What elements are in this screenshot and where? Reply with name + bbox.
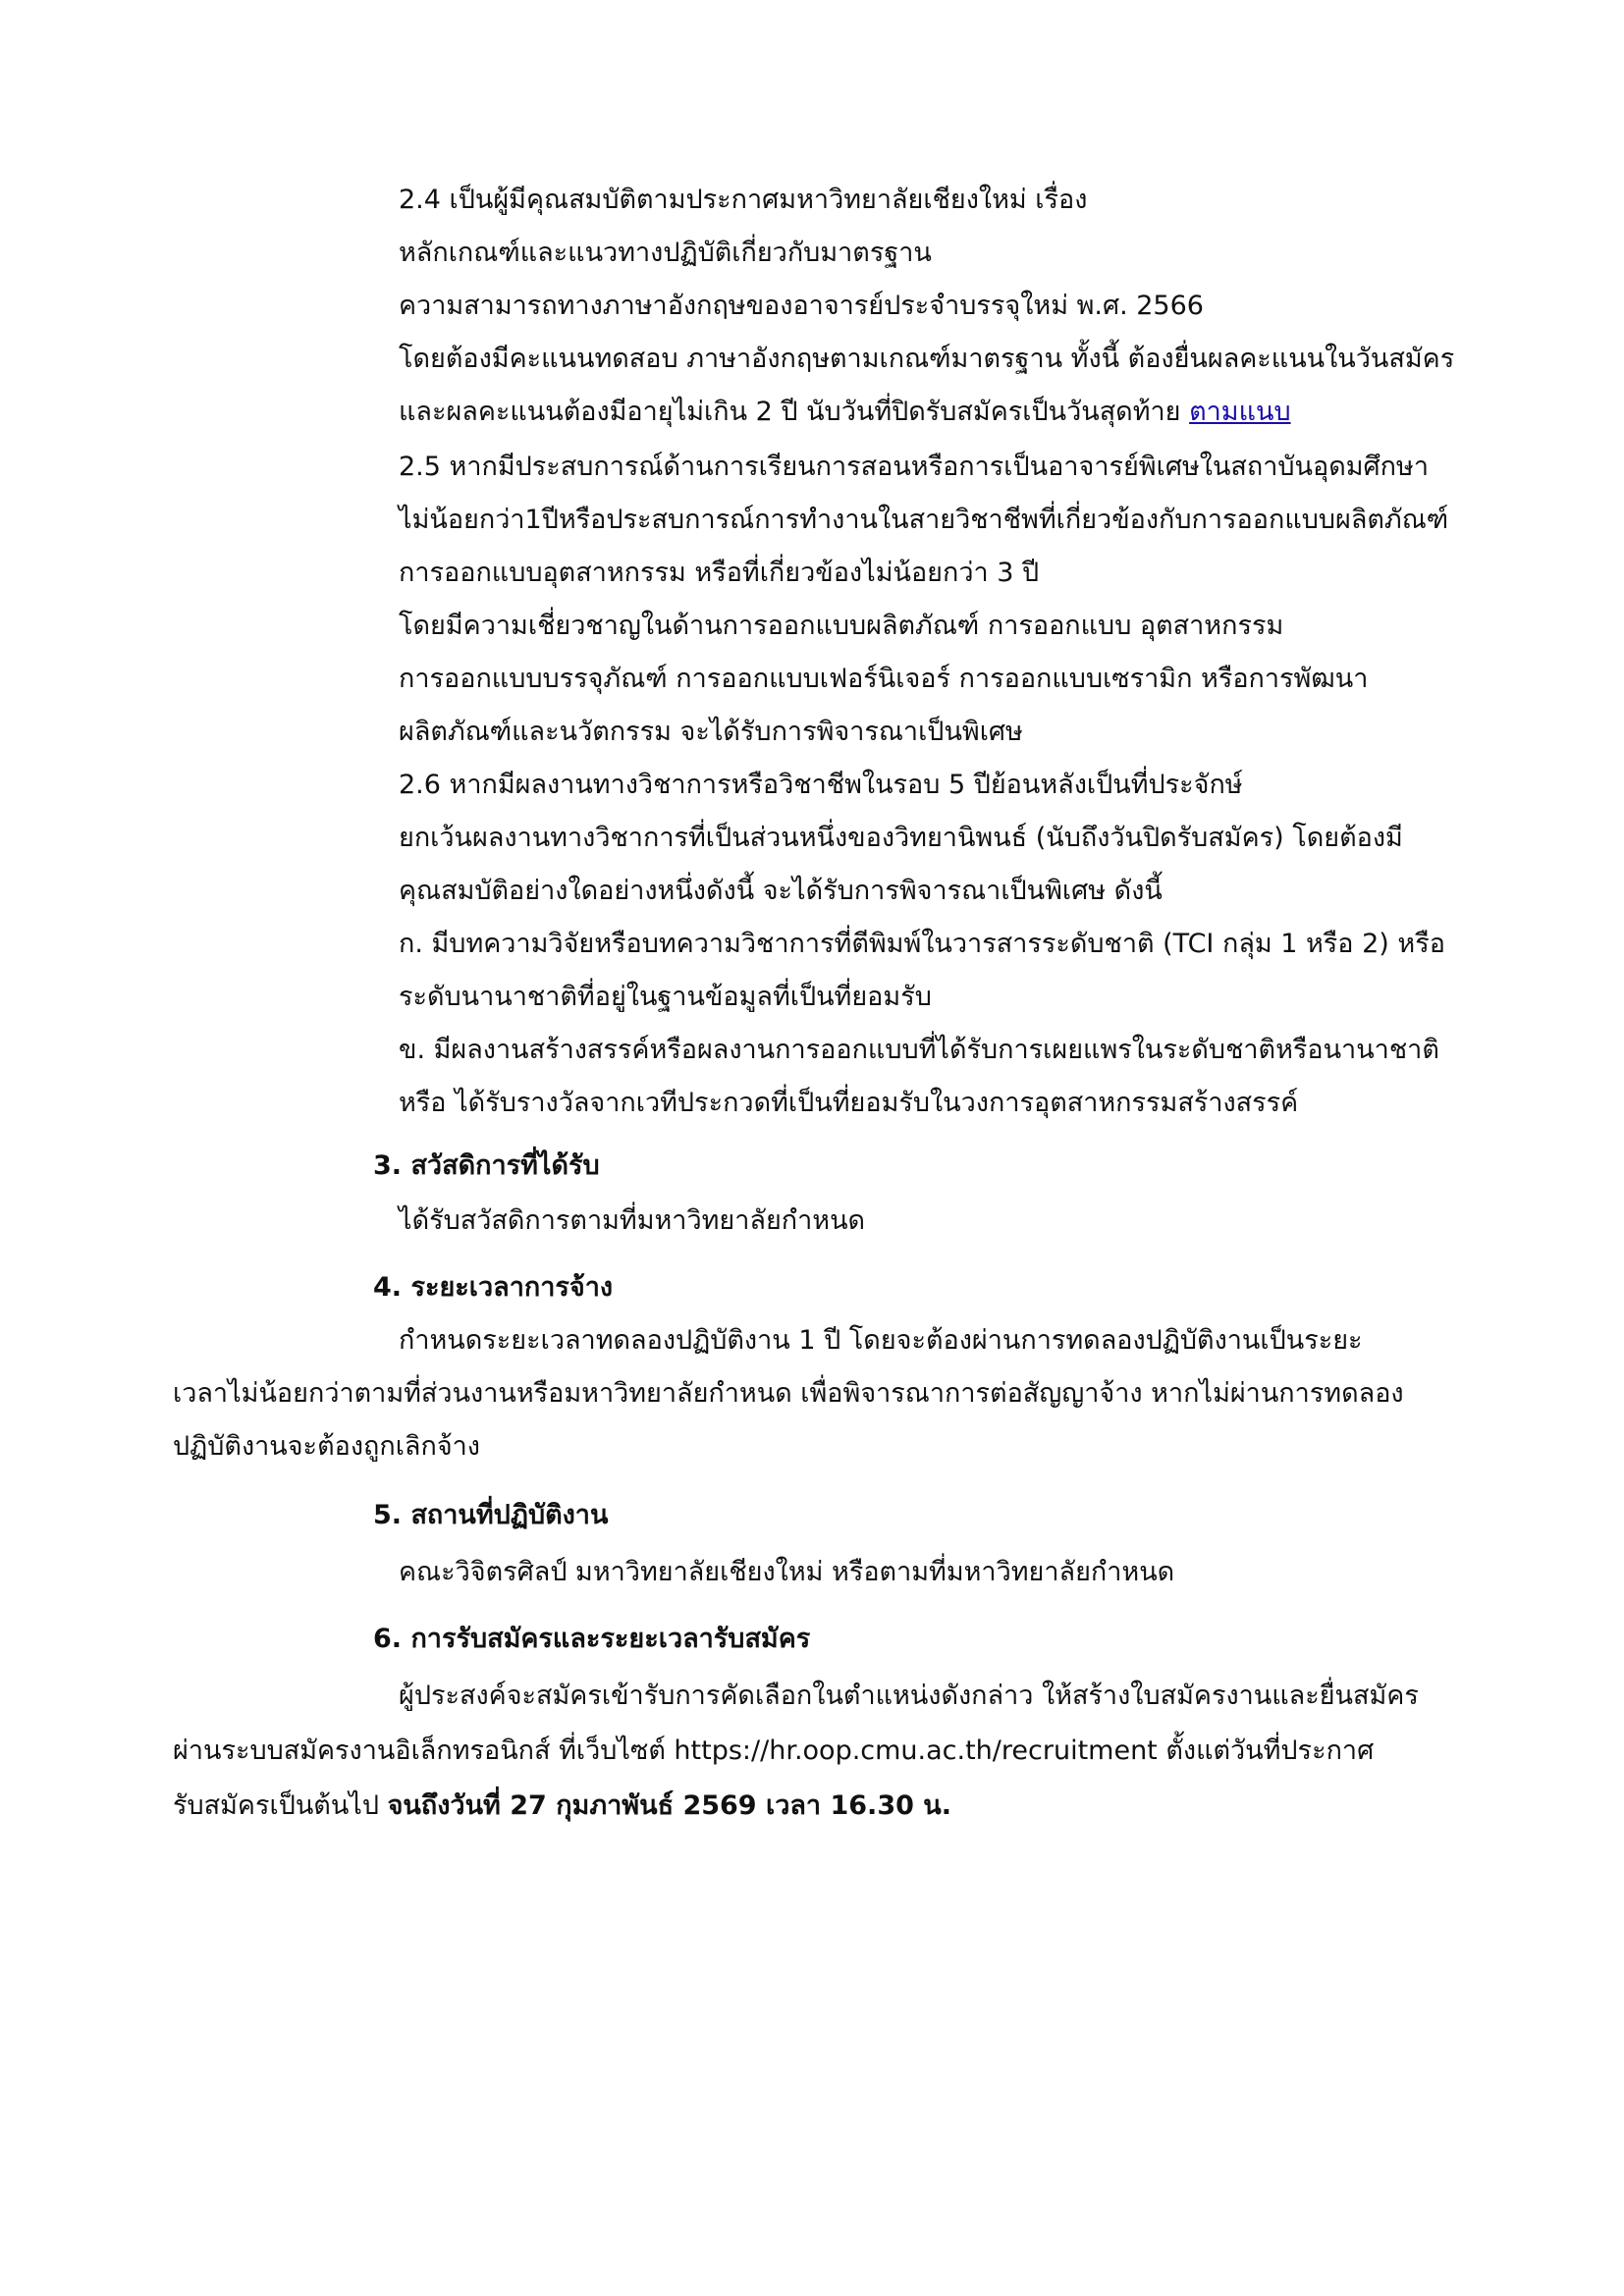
s4-line-1: กำหนดระยะเวลาทดลองปฏิบัติงาน 1 ปี โดยจะต้องผ่านการทดลองปฏิบัติงานเป็นระยะ	[399, 1325, 1363, 1356]
s2-4-line-4: โดยต้องมีคะแนนทดสอบ ภาษาอังกฤษตามเกณฑ์มาตรฐาน ทั้งนี้ ต้องยื่นผลคะแนนในวันสมัคร	[399, 344, 1455, 374]
s2-6-line-6: ข. มีผลงานสร้างสรรค์หรือผลงานการออกแบบที่ได้รับการเผยแพรในระดับชาติหรือนานาชาติ	[399, 1035, 1439, 1065]
s2-5-line-6: ผลิตภัณฑ์และนวัตกรรม จะได้รับการพิจารณาเป็นพิเศษ	[399, 717, 1023, 747]
s2-5-line-2: ไม่น้อยกว่า1ปีหรือประสบการณ์การทำงานในสายวิชาชีพที่เกี่ยวข้องกับการออกแบบผลิตภัณฑ์	[399, 505, 1449, 535]
s3-line-1: ได้รับสวัสดิการตามที่มหาวิทยาลัยกำหนด	[399, 1205, 866, 1236]
s2-4-line-2: หลักเกณฑ์และแนวทางปฏิบัติเกี่ยวกับมาตรฐาน	[399, 238, 932, 268]
s2-5-line-1: 2.5 หากมีประสบการณ์ด้านการเรียนการสอนหรือการเป็นอาจารย์พิเศษในสถาบันอุดมศึกษา	[399, 452, 1429, 482]
attachment-link[interactable]: ตามแนบ	[1189, 397, 1291, 427]
s5-line-1: คณะวิจิตรศิลป์ มหาวิทยาลัยเชียงใหม่ หรือตามที่มหาวิทยาลัยกำหนด	[399, 1557, 1175, 1587]
s2-4-line-3: ความสามารถทางภาษาอังกฤษของอาจารย์ประจำบรรจุใหม่ พ.ศ. 2566	[399, 291, 1204, 321]
s6-line-2: ผ่านระบบสมัครงานอิเล็กทรอนิกส์ ที่เว็บไซต์ https://hr.oop.cmu.ac.th/recruitment ตั้งแต่วันที่ประกาศ	[173, 1735, 1375, 1766]
s2-4-line-5-text: และผลคะแนนต้องมีอายุไม่เกิน 2 ปี นับวันที่ปิดรับสมัครเป็นวันสุดท้าย	[399, 397, 1181, 427]
s6-line-3	[173, 1787, 951, 1826]
s6-heading: 6. การรับสมัครและระยะเวลารับสมัคร	[373, 1624, 811, 1654]
s6-line-1: ผู้ประสงค์จะสมัครเข้ารับการคัดเลือกในตำแหน่งดังกล่าว ให้สร้างใบสมัครงานและยื่นสมัคร	[399, 1681, 1419, 1711]
s6-line-3-text: รับสมัครเป็นต้นไป	[173, 1790, 388, 1821]
s4-heading: 4. ระยะเวลาการจ้าง	[373, 1272, 614, 1303]
s2-5-line-3: การออกแบบอุตสาหกรรม หรือที่เกี่ยวข้องไม่น้อยกว่า 3 ปี	[399, 558, 1040, 588]
s5-heading: 5. สถานที่ปฏิบัติงาน	[373, 1500, 609, 1530]
s3-heading: 3. สวัสดิการที่ได้รับ	[373, 1150, 600, 1181]
s2-6-line-2: ยกเว้นผลงานทางวิชาการที่เป็นส่วนหนึ่งของวิทยานิพนธ์ (นับถึงวันปิดรับสมัคร) โดยต้องมี	[399, 823, 1403, 853]
s2-6-line-5: ระดับนานาชาติที่อยู่ในฐานข้อมูลที่เป็นที่ยอมรับ	[399, 982, 932, 1012]
s2-5-line-4: โดยมีความเชี่ยวชาญในด้านการออกแบบผลิตภัณฑ์ การออกแบบ อุตสาหกรรม	[399, 611, 1284, 641]
s4-line-2: เวลาไม่น้อยกว่าตามที่ส่วนงานหรือมหาวิทยาลัยกำหนด เพื่อพิจารณาการต่อสัญญาจ้าง หากไม่ผ่านการทดลอง	[173, 1378, 1404, 1409]
s2-4-line-1: 2.4 เป็นผู้มีคุณสมบัติตามประกาศมหาวิทยาลัยเชียงใหม่ เรื่อง	[399, 185, 1088, 215]
s2-5-line-5: การออกแบบบรรจุภัณฑ์ การออกแบบเฟอร์นิเจอร์ การออกแบบเซรามิก หรือการพัฒนา	[399, 664, 1369, 694]
s2-6-line-3: คุณสมบัติอย่างใดอย่างหนึ่งดังนี้ จะได้รับการพิจารณาเป็นพิเศษ ดังนี้	[399, 876, 1163, 906]
s4-line-3: ปฏิบัติงานจะต้องถูกเลิกจ้าง	[173, 1431, 480, 1462]
application-deadline: จนถึงวันที่ 27 กุมภาพันธ์ 2569 เวลา 16.30 น.	[387, 1790, 952, 1821]
s2-6-line-1: 2.6 หากมีผลงานทางวิชาการหรือวิชาชีพในรอบ 5 ปีย้อนหลังเป็นที่ประจักษ์	[399, 770, 1243, 800]
s2-6-line-4: ก. มีบทความวิจัยหรือบทความวิชาการที่ตีพิมพ์ในวารสารระดับชาติ (TCI กลุ่ม 1 หรือ 2) หรือ	[399, 929, 1445, 959]
s2-6-line-7: หรือ ได้รับรางวัลจากเวทีประกวดที่เป็นที่ยอมรับในวงการอุตสาหกรรมสร้างสรรค์	[399, 1088, 1299, 1118]
s2-4-line-5	[399, 393, 1291, 432]
